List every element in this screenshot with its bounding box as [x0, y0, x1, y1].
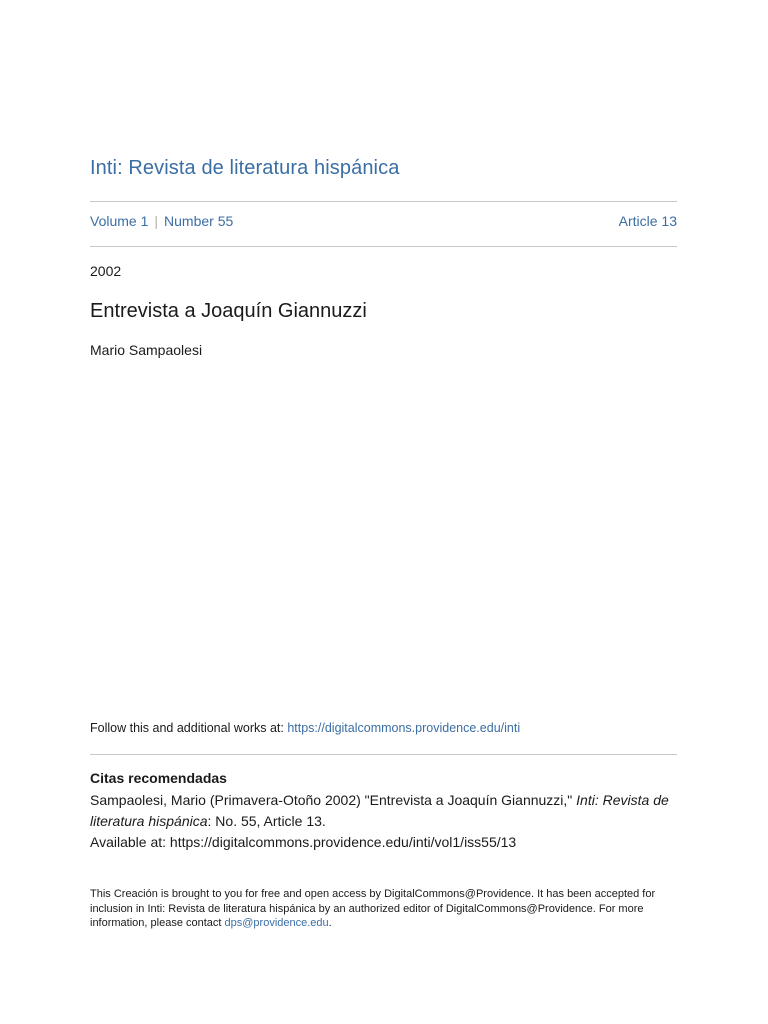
citation-suffix: : No. 55, Article 13.: [207, 813, 326, 829]
issue-bar: [90, 213, 677, 233]
volume-link[interactable]: Volume 1: [90, 213, 149, 229]
author-name: Mario Sampaolesi: [90, 342, 203, 358]
contact-email-link[interactable]: dps@providence.edu: [224, 917, 329, 929]
follow-line: [90, 721, 520, 735]
citation-divider: [90, 754, 677, 755]
collection-link[interactable]: https://digitalcommons.providence.edu/inti: [287, 721, 521, 735]
citation-heading: Citas recomendadas: [90, 770, 227, 786]
footer-end: .: [328, 917, 332, 929]
citation-available: Available at: https://digitalcommons.providence.edu/inti/vol1/iss55/13: [90, 834, 517, 850]
document-title: Entrevista a Joaquín Giannuzzi: [90, 300, 367, 322]
article-link[interactable]: Article 13: [618, 213, 677, 229]
footer-notice: [90, 887, 680, 931]
issue-divider: [90, 246, 677, 247]
footer-text: This Creación is brought to you for free and open access by DigitalCommons@Providence. It has been accepted for inclusion in Inti: Revista de literatura hispánica by an authorized editor of DigitalCommons@Providence. For more information, please contact: [90, 888, 656, 929]
publication-year: 2002: [90, 263, 122, 279]
number-link[interactable]: Number 55: [164, 213, 234, 229]
citation-text: [90, 790, 680, 853]
journal-title-link[interactable]: Inti: Revista de literatura hispánica: [90, 157, 400, 179]
top-divider: [90, 201, 677, 202]
follow-label: Follow this and additional works at:: [90, 721, 288, 735]
citation-prefix: Sampaolesi, Mario (Primavera-Otoño 2002) "Entrevista a Joaquín Giannuzzi,": [90, 792, 577, 808]
separator: |: [154, 213, 159, 229]
citation-journal: Inti: Revista de literatura hispánica: [90, 792, 669, 829]
